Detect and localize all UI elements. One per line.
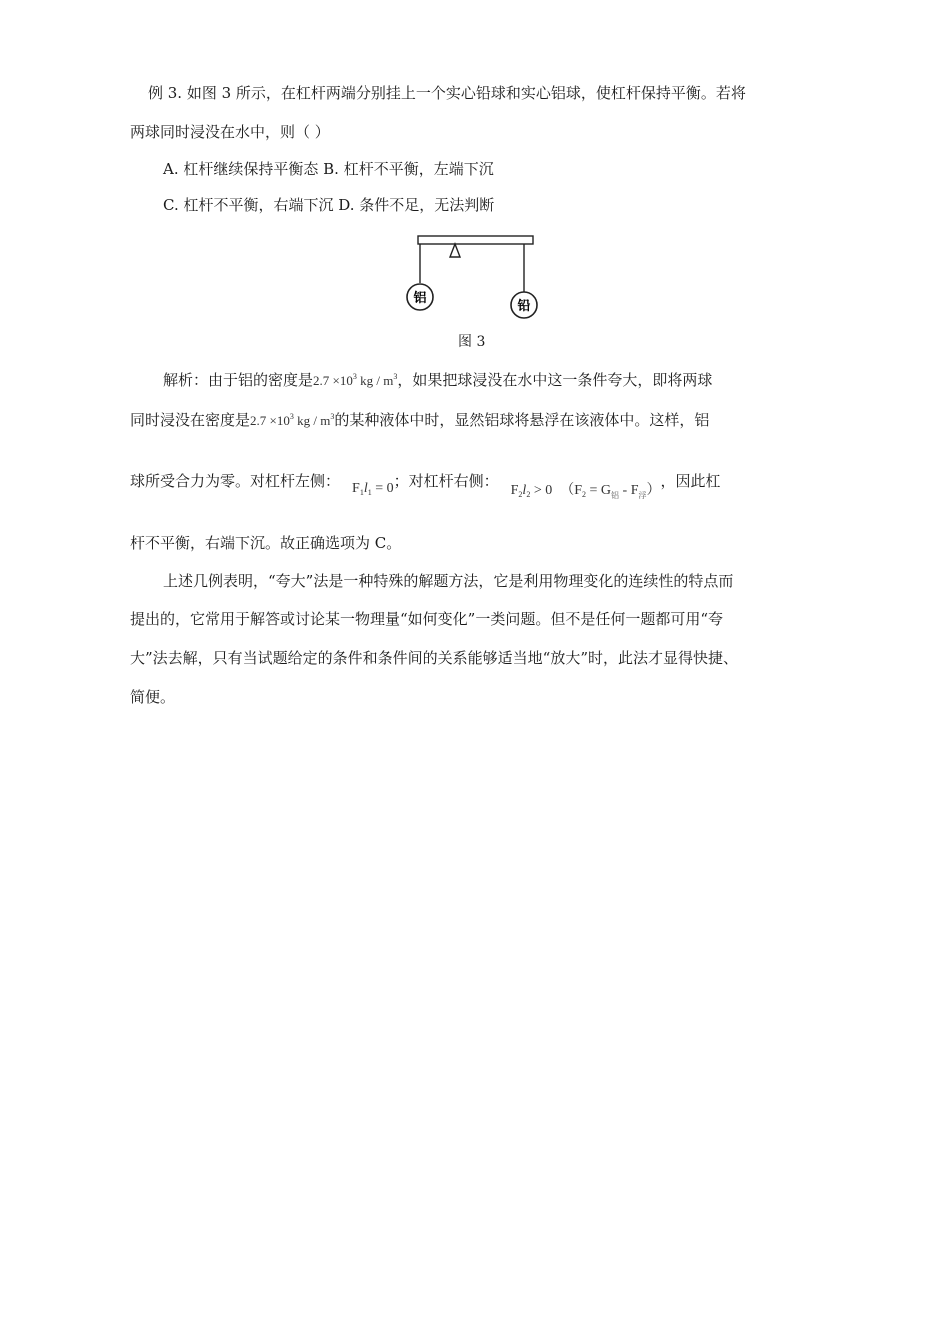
density-unit-exponent: 3 [393, 372, 398, 381]
left-F: F [352, 481, 360, 496]
right-F-sub: 2 [518, 490, 523, 499]
density-expression-2 [250, 413, 334, 428]
summary-line-3: 大”法去解，只有当试题给定的条件和条件间的关系能够适当地“放大”时，此法才显得快捷、 [130, 649, 739, 667]
density-times-2: ×10 [269, 413, 290, 428]
right-rest: > 0 [530, 483, 553, 498]
paren-close: ） [646, 483, 661, 498]
density-unit-exponent-2: 3 [330, 412, 335, 421]
analysis-line-3 [130, 468, 830, 509]
left-F-sub: 1 [359, 488, 364, 497]
left-l-sub: 1 [367, 488, 372, 497]
right-F: F [510, 483, 519, 498]
analysis-l3-b: ；对杠杆右侧： [393, 472, 499, 490]
analysis-line-1 [163, 366, 863, 392]
question-line-1: 例 3. 如图 3 所示，在杠杆两端分别挂上一个实心铅球和实心铝球，使杠杆保持平衡。若将 [148, 84, 746, 102]
density-exponent: 3 [352, 372, 357, 381]
analysis-line-4: 杆不平衡，右端下沉。故正确选项为 C。 [130, 534, 402, 552]
left-torque-equation [352, 476, 394, 506]
left-l: l [363, 481, 368, 496]
fulcrum-triangle [450, 244, 460, 257]
force-relation [560, 478, 660, 509]
analysis-l2-prefix: 同时浸没在密度是 [130, 411, 251, 429]
f-sub: 浮 [638, 491, 647, 500]
density-unit-2: kg / m [297, 413, 331, 428]
figure-caption: 图 3 [458, 334, 486, 350]
analysis-l3-c: ，因此杠 [660, 472, 721, 490]
summary-line-4: 简便。 [130, 688, 176, 706]
f2-sub: 2 [582, 490, 587, 499]
analysis-l3-a: 球所受合力为零。对杠杆左侧： [130, 472, 341, 490]
density-times: ×10 [332, 373, 353, 388]
paren-open: （ [560, 483, 575, 498]
analysis-line-2 [130, 406, 830, 432]
question-line-2: 两球同时浸没在水中，则（ ） [130, 123, 330, 141]
aluminum-ball-label: 铝 [413, 291, 427, 306]
analysis-l2-suffix: 的某种液体中时，显然铝球将悬浮在该液体中。这样，铝 [334, 411, 710, 429]
options-c-d: C. 杠杆不平衡，右端下沉 D. 条件不足，无法判断 [163, 196, 495, 214]
right-l-sub: 2 [526, 490, 531, 499]
analysis-l1-prefix: 解析：由于铝的密度是 [163, 371, 314, 389]
density-unit: kg / m [360, 373, 394, 388]
right-torque-equation [511, 478, 553, 508]
options-a-b: A. 杠杆继续保持平衡态 B. 杠杆不平衡，左端下沉 [163, 160, 494, 178]
density-number: 2.7 [313, 373, 330, 388]
density-exponent-2: 3 [289, 412, 294, 421]
summary-line-2: 提出的，它常用于解答或讨论某一物理量“如何变化”一类问题。但不是任何一题都可用“夸 [130, 610, 724, 628]
left-rest: = 0 [371, 481, 394, 496]
density-number-2: 2.7 [250, 413, 267, 428]
lever-bar [418, 236, 533, 244]
analysis-l1-suffix: ，如果把球浸没在水中这一条件夸大，即将两球 [397, 371, 713, 389]
minus-f: - F [619, 483, 639, 498]
lead-ball-label: 铅 [517, 299, 531, 314]
right-l: l [522, 483, 527, 498]
g-sub: 铝 [611, 491, 620, 500]
f2: F [574, 483, 583, 498]
summary-line-1: 上述几例表明，“夸大”法是一种特殊的解题方法，它是利用物理变化的连续性的特点而 [163, 572, 734, 590]
lever-diagram [400, 230, 550, 322]
density-expression [313, 373, 397, 388]
f2-eq: = G [586, 483, 612, 498]
